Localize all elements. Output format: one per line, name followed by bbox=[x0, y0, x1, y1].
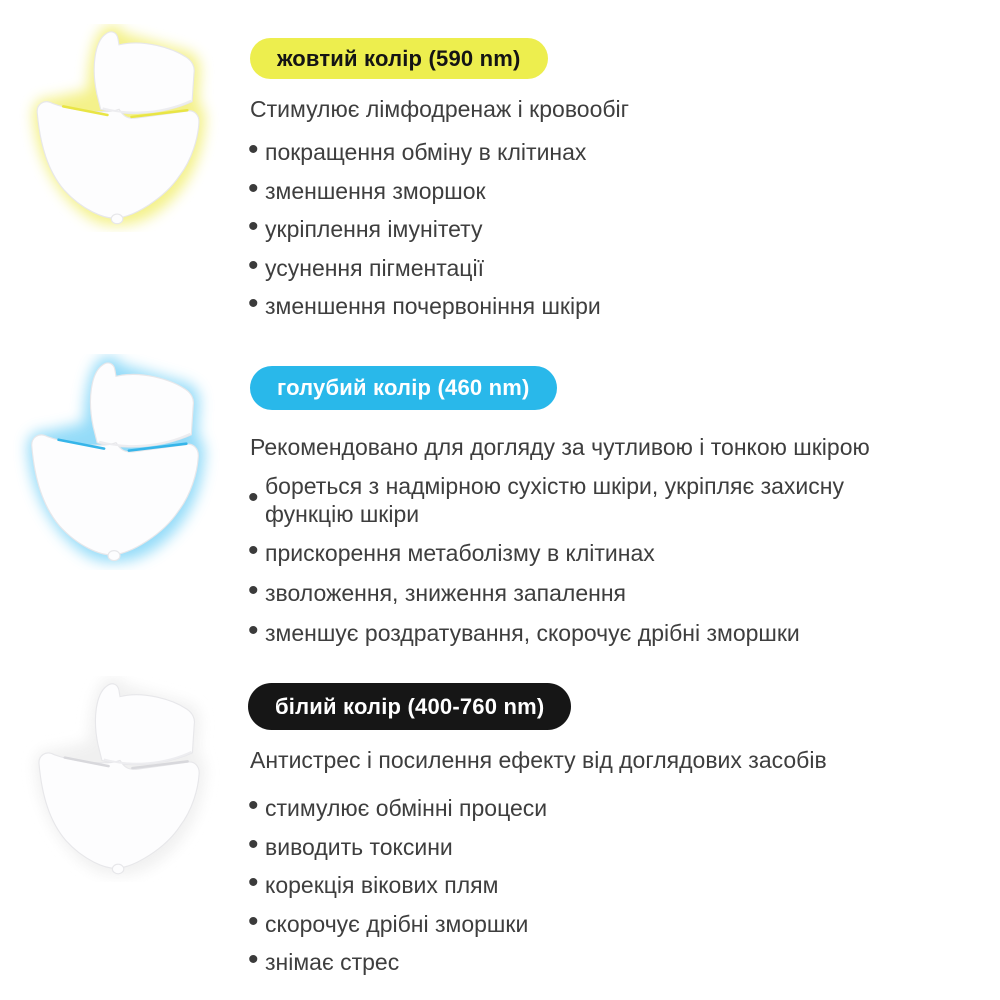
color-badge-label: голубий колір (460 nm) bbox=[277, 375, 530, 400]
bullet-icon: • bbox=[248, 210, 259, 244]
bullet-icon: • bbox=[248, 574, 259, 607]
color-badge-white bbox=[248, 683, 571, 730]
color-badge-label: жовтий колір (590 nm) bbox=[277, 45, 521, 71]
benefits-list bbox=[248, 467, 888, 653]
list-item: • корекція вікових плям bbox=[248, 866, 499, 900]
neck-mask-image-blue-glow bbox=[12, 354, 220, 570]
section-subtitle: Стимулює лімфодренаж і кровообіг bbox=[250, 96, 630, 122]
bullet-icon: • bbox=[248, 866, 259, 900]
bullet-icon: • bbox=[248, 534, 259, 567]
list-item: • бореться з надмірною сухістю шкіри, укріпляє захисну функцію шкіри bbox=[248, 473, 844, 527]
bullet-icon: • bbox=[248, 789, 259, 823]
bullet-icon: • bbox=[248, 481, 259, 514]
bullet-icon: • bbox=[248, 943, 259, 977]
list-item: • усунення пігментації bbox=[248, 248, 484, 282]
bullet-icon: • bbox=[248, 287, 259, 321]
section-subtitle: Антистрес і посилення ефекту від доглядових засобів bbox=[250, 747, 827, 773]
list-item: • прискорення метаболізму в клітинах bbox=[248, 534, 655, 567]
color-badge-label: білий колір (400-760 nm) bbox=[275, 693, 545, 719]
bullet-icon: • bbox=[248, 133, 259, 167]
color-badge-yellow bbox=[250, 38, 548, 79]
list-item: • зменшення зморшок bbox=[248, 171, 486, 205]
list-item: • скорочує дрібні зморшки bbox=[248, 904, 529, 938]
benefits-list bbox=[248, 133, 948, 326]
list-item: • виводить токсини bbox=[248, 827, 453, 861]
list-item: • знімає стрес bbox=[248, 943, 400, 977]
color-badge-blue bbox=[250, 366, 557, 410]
bullet-icon: • bbox=[248, 248, 259, 282]
list-item: • стимулює обмінні процеси bbox=[248, 789, 548, 823]
bullet-icon: • bbox=[248, 171, 259, 205]
neck-mask-image-yellow-glow bbox=[18, 24, 220, 232]
bullet-icon: • bbox=[248, 827, 259, 861]
bullet-icon: • bbox=[248, 904, 259, 938]
list-item: • покращення обміну в клітинах bbox=[248, 133, 587, 167]
bullet-icon: • bbox=[248, 614, 259, 647]
benefits-list bbox=[248, 789, 948, 982]
list-item: • укріплення імунітету bbox=[248, 210, 483, 244]
list-item: • зменшення почервоніння шкіри bbox=[248, 287, 601, 321]
list-item: • зволоження, зниження запалення bbox=[248, 574, 626, 607]
section-subtitle: Рекомендовано для догляду за чутливою і тонкою шкірою bbox=[250, 434, 870, 460]
list-item: • зменшує роздратування, скорочує дрібні зморшки bbox=[248, 614, 800, 647]
neck-mask-image-no-glow bbox=[20, 676, 220, 882]
